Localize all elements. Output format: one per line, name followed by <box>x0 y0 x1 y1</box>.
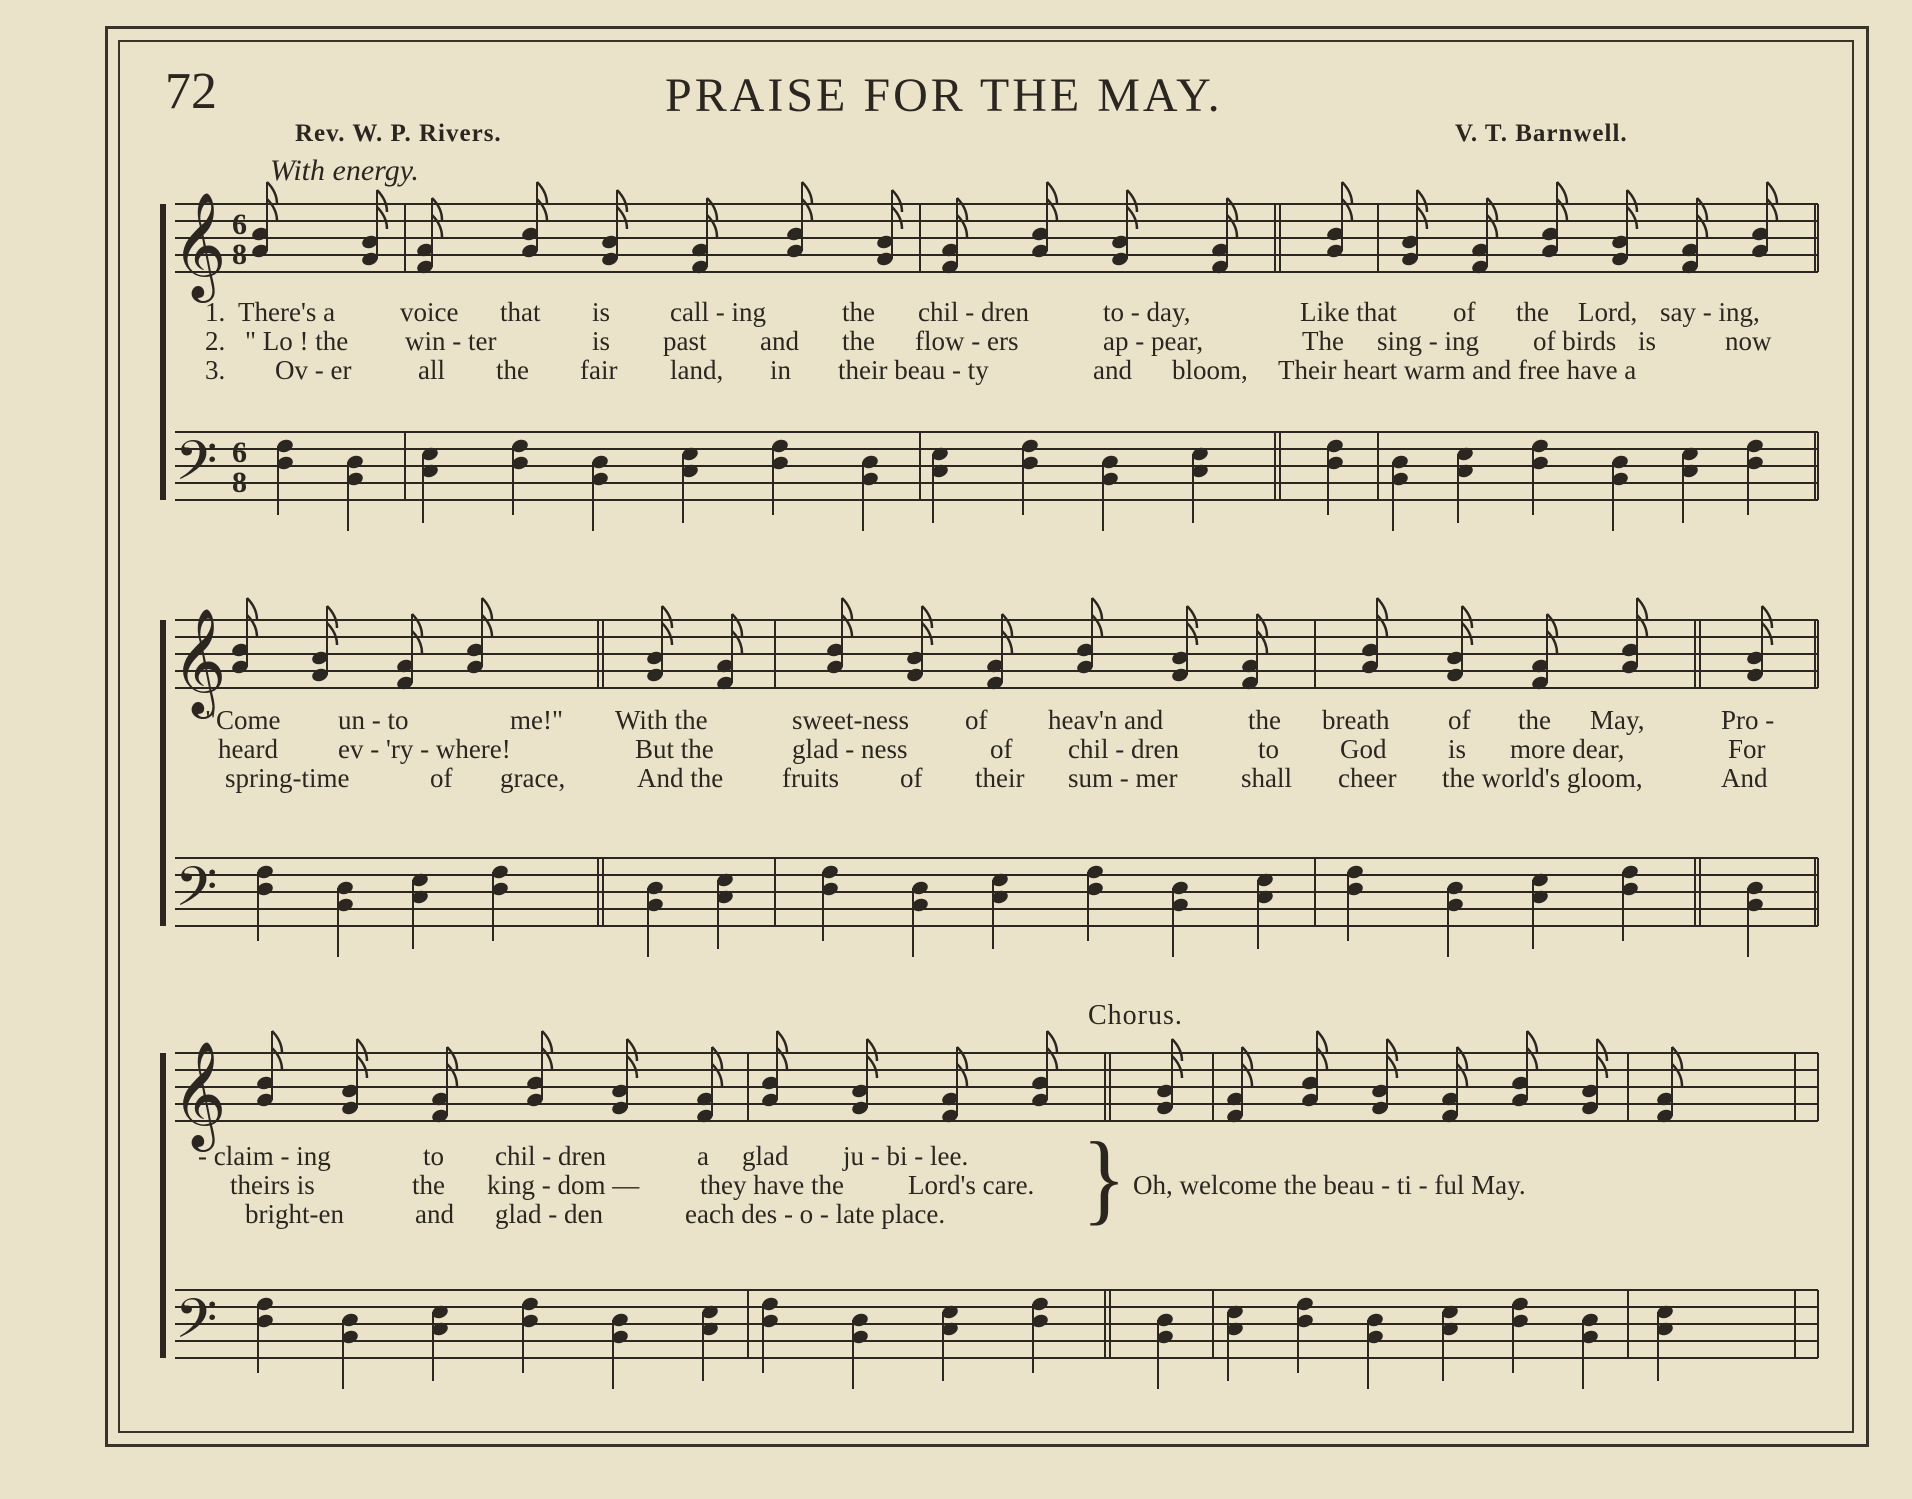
lyric: glad <box>742 1141 789 1171</box>
lyric: cheer <box>1338 763 1397 793</box>
clef-icon: 𝄢 <box>175 855 218 932</box>
note-flag <box>537 199 547 221</box>
note-flag <box>482 615 492 637</box>
lyric: chil - dren <box>918 297 1029 327</box>
note-flag <box>1387 1056 1397 1078</box>
note-flag <box>1242 1064 1252 1086</box>
lyric: is <box>592 297 611 327</box>
lyric: bright-en <box>245 1199 344 1229</box>
lyric: voice <box>400 297 459 327</box>
lyric: say - ing, <box>1660 297 1760 327</box>
lyric: The <box>1302 326 1344 356</box>
lyric: to - day, <box>1103 297 1191 327</box>
note-flag <box>1597 1056 1607 1078</box>
note-flag <box>842 615 852 637</box>
note-flag <box>922 623 932 645</box>
lyric: un - to <box>338 705 409 735</box>
lyric: me!" <box>510 705 563 735</box>
lyric: God <box>1340 734 1387 764</box>
note-flag <box>802 199 812 221</box>
lyric: Lord's care. <box>908 1170 1035 1200</box>
lyric: And <box>1721 763 1768 793</box>
lyric: of <box>965 705 988 735</box>
note-flag <box>867 1056 877 1078</box>
note-flag <box>412 631 422 653</box>
lyric: past <box>663 326 707 356</box>
note-flag <box>272 1048 282 1070</box>
lyric: now <box>1725 326 1772 356</box>
lyric: and <box>415 1199 454 1229</box>
note-flag <box>1627 207 1637 229</box>
lyric: Like that <box>1300 297 1397 327</box>
note-flag <box>1127 207 1137 229</box>
lyric: ap - pear, <box>1103 326 1204 356</box>
time-signature-bottom: 8 <box>232 238 247 271</box>
lyric: is <box>1448 734 1467 764</box>
lyric: king - dom — <box>487 1170 640 1200</box>
note-flag <box>1257 631 1267 653</box>
chorus-label: Chorus. <box>1088 1000 1183 1031</box>
lyric: their beau - ty <box>838 355 989 385</box>
lyric: the <box>842 297 875 327</box>
lyric: May, <box>1590 705 1645 735</box>
note-flag <box>1697 215 1707 237</box>
clef-icon: 𝄞 <box>172 191 227 298</box>
note-flag <box>1462 623 1472 645</box>
note-flag <box>1762 623 1772 645</box>
note-flag <box>1377 615 1387 637</box>
lyric: the <box>842 326 875 356</box>
time-signature-top: 6 <box>232 436 247 469</box>
lyric: sum - mer <box>1068 763 1178 793</box>
note-flag <box>1002 631 1012 653</box>
lyric: breath <box>1322 705 1390 735</box>
lyric: is <box>592 326 611 356</box>
note-flag <box>447 1064 457 1086</box>
author-credit: Rev. W. P. Rivers. <box>295 120 502 147</box>
lyric: spring-time <box>225 763 350 793</box>
lyric: to <box>423 1141 445 1171</box>
note-flag <box>1547 631 1557 653</box>
clef-icon: 𝄞 <box>172 607 227 714</box>
note-flag <box>777 1048 787 1070</box>
lyric: the <box>496 355 529 385</box>
lyric: and <box>760 326 799 356</box>
time-signature-top: 6 <box>232 208 247 241</box>
lyric: heav'n and <box>1048 705 1164 735</box>
lyric: a <box>697 1141 709 1171</box>
hymn-title: PRAISE FOR THE MAY. <box>665 69 1223 122</box>
lyric: the <box>412 1170 445 1200</box>
note-flag <box>432 215 442 237</box>
lyric: the <box>1248 705 1281 735</box>
time-signature-bottom: 8 <box>232 466 247 499</box>
lyric: sweet-ness <box>792 705 909 735</box>
note-flag <box>707 215 717 237</box>
lyric: all <box>418 355 445 385</box>
lyric: heard <box>218 734 278 764</box>
verse-number-3: 3. <box>205 355 226 385</box>
lyric: of <box>1453 297 1476 327</box>
lyric: the <box>1518 705 1551 735</box>
lyric: Lord, <box>1578 297 1638 327</box>
note-flag <box>1187 623 1197 645</box>
note-flag <box>542 1048 552 1070</box>
lyric: But the <box>635 734 714 764</box>
note-flag <box>1487 215 1497 237</box>
lyric: There's a <box>238 297 336 327</box>
lyric: " Lo ! the <box>245 326 349 356</box>
note-flag <box>327 623 337 645</box>
lyric: shall <box>1241 763 1292 793</box>
clef-icon: 𝄢 <box>175 1287 218 1364</box>
note-flag <box>662 623 672 645</box>
lyric: their <box>975 763 1025 793</box>
lyric: sing - ing <box>1377 326 1480 356</box>
tempo-marking: With energy. <box>270 154 419 187</box>
note-flag <box>1767 199 1777 221</box>
note-flag <box>1527 1048 1537 1070</box>
note-flag <box>1637 615 1647 637</box>
lyric: - claim - ing <box>198 1141 331 1171</box>
lyric: glad - den <box>495 1199 603 1229</box>
lyric: they have the <box>700 1170 844 1200</box>
note-flag <box>712 1064 722 1086</box>
note-flag <box>617 207 627 229</box>
lyric: ju - bi - lee. <box>843 1141 969 1171</box>
note-flag <box>1342 199 1352 221</box>
note-flag <box>957 1064 967 1086</box>
note-flag <box>1047 1048 1057 1070</box>
lyric: of <box>990 734 1013 764</box>
note-flag <box>1317 1048 1327 1070</box>
lyric: bloom, <box>1172 355 1248 385</box>
lyric: that <box>500 297 541 327</box>
lyric: chil - dren <box>1068 734 1179 764</box>
lyric: of <box>1448 705 1471 735</box>
lyric: the <box>1516 297 1549 327</box>
lyric: For <box>1728 734 1766 764</box>
clef-icon: 𝄢 <box>175 429 218 506</box>
lyric: With the <box>615 705 708 735</box>
lyric: Pro - <box>1721 705 1775 735</box>
note-flag <box>957 215 967 237</box>
lyric: chil - dren <box>495 1141 606 1171</box>
lyric: Ov - er <box>275 355 352 385</box>
lyric: fruits <box>782 763 839 793</box>
lyric: and <box>1093 355 1132 385</box>
lyric: Their heart warm and free have a <box>1278 355 1637 385</box>
note-flag <box>377 207 387 229</box>
lyric: win - ter <box>405 326 497 356</box>
note-flag <box>1047 199 1057 221</box>
note-flag <box>892 207 902 229</box>
note-flag <box>1672 1064 1682 1086</box>
verse-number-1: 1. <box>205 297 226 327</box>
lyric: to <box>1258 734 1280 764</box>
note-flag <box>247 615 257 637</box>
verse-brace: } <box>1082 1121 1127 1235</box>
lyric: of <box>430 763 453 793</box>
lyric: of <box>900 763 923 793</box>
note-flag <box>732 631 742 653</box>
lyric: "Come <box>205 705 281 735</box>
composer-credit: V. T. Barnwell. <box>1455 120 1628 147</box>
lyric: the world's gloom, <box>1442 763 1643 793</box>
lyric: each des - o - late place. <box>685 1199 946 1229</box>
lyric: in <box>770 355 792 385</box>
lyric: flow - ers <box>915 326 1019 356</box>
lyric: grace, <box>500 763 566 793</box>
lyric: fair <box>580 355 618 385</box>
note-flag <box>1557 199 1567 221</box>
lyric: ev - 'ry - where! <box>338 734 511 764</box>
note-flag <box>1457 1064 1467 1086</box>
lyric: more dear, <box>1510 734 1625 764</box>
verse-number-2: 2. <box>205 326 226 356</box>
lyric: And the <box>637 763 724 793</box>
note-flag <box>357 1056 367 1078</box>
lyric: glad - ness <box>792 734 908 764</box>
page-number: 72 <box>165 63 217 120</box>
lyric: of birds <box>1533 326 1617 356</box>
note-flag <box>1172 1056 1182 1078</box>
clef-icon: 𝄞 <box>172 1040 227 1147</box>
note-flag <box>1092 615 1102 637</box>
note-flag <box>1417 207 1427 229</box>
lyric: is <box>1638 326 1657 356</box>
note-flag <box>1227 215 1237 237</box>
chorus-lyric: Oh, welcome the beau - ti - ful May. <box>1133 1170 1526 1200</box>
lyric: theirs is <box>230 1170 315 1200</box>
note-flag <box>267 199 277 221</box>
lyric: call - ing <box>670 297 766 327</box>
note-flag <box>627 1056 637 1078</box>
lyric: land, <box>670 355 724 385</box>
